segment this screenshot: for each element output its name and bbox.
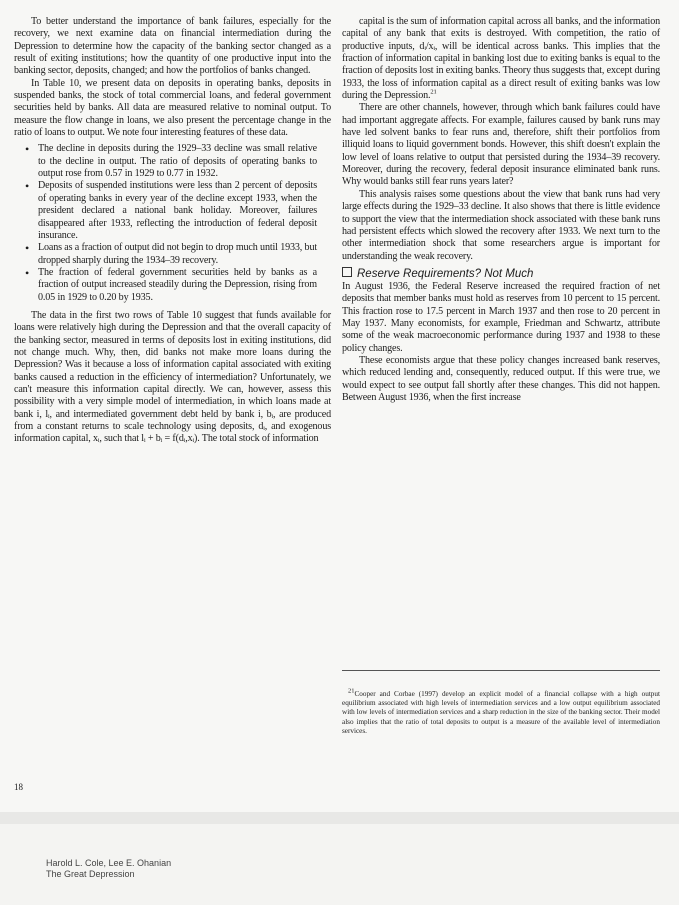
paragraph: There are other channels, however, through which bank failures could have had important aggregate affects. For example, failures caused by bank runs may have led solvent banks to fear runs and, therefore, shift their portfolios from illiquid loans to liquid government bonds. However, this shift doesn't explain the low level of loans relative to output that persisted during the 1934–39 recovery. Moreover, during the recovery, federal deposit insurance eliminated bank runs. Why would banks still fear runs years later? bbox=[342, 102, 660, 188]
list-item bbox=[14, 180, 331, 242]
section-heading-text: Reserve Requirements? Not Much bbox=[357, 267, 534, 280]
paragraph: In August 1936, the Federal Reserve increased the required fraction of net deposits that member banks must hold as reserves from 10 percent to 15 percent. This fraction rose to 17.5 percent in March 1937 and then rose to 20 percent in May 1937. Many economists, for example, Friedman and Schwartz, attribute some of the weak macroeconomic performance during 1937 and 1938 to these policy changes. bbox=[342, 280, 660, 354]
footnote-divider bbox=[342, 670, 660, 671]
footnote-reference[interactable]: 21 bbox=[430, 88, 437, 96]
footnote-text: Cooper and Corbae (1997) develop an explicit model of a financial collapse with a high output equilibrium associated with high levels of intermediation services and a low output equilibrium associated with low levels of intermediation services and a sharp reduction in the size of the banking sector. Their model also implies that the ratio of total deposits to output is a measure of the available level of intermediation services. bbox=[342, 690, 660, 735]
footnote-mark: 21 bbox=[348, 687, 355, 695]
paragraph: The data in the first two rows of Table 10 suggest that funds available for loans were relatively high during the Depression and that the overall capacity of the banking sector, measured in terms of deposits lost in exiting institutions, did not change much. Why, then, did banks not make more loans during the Depression? Was it because a loss of information capital associated with exiting banks caused a reduction in the efficiency of intermediation? Unfortunately, we can't measure this information capital directly. We can, however, assess this possibility with a very simple model of intermediation, in which loans made at bank i, lᵢ, and intermediated government debt held by bank i, bᵢ, are produced from a constant returns to scale technology using deposits, dᵢ, and exogenous information capital, xᵢ, such that lᵢ + bᵢ = f(dᵢ,xᵢ). The total stock of information bbox=[14, 309, 331, 445]
book-title: The Great Depression bbox=[46, 869, 135, 879]
checkbox-square-icon bbox=[342, 267, 352, 277]
paragraph: These economists argue that these policy changes increased bank reserves, which reduced lending and, consequently, reduced output. If this were true, we would expect to see output fall shortly after these changes. This did not happen. Between August 1936, when the first increase bbox=[342, 354, 660, 403]
paragraph: This analysis raises some questions about the view that bank runs had very large effects during the 1929–33 decline. It also shows that there is little evidence to support the view that the intermediation shock associated with these bank runs had persistent effects which slowed the recovery after 1933. We next turn to the other intermediation shock that some researchers argue is important for understanding the weak recovery. bbox=[342, 188, 660, 262]
paragraph: In Table 10, we present data on deposits in operating banks, deposits in suspended banks, the stock of total commercial loans, and federal government securities held by banks. All data are measured relative to nominal output. To measure the flow change in loans, we also present the percentage change in the ratio of loans to output. We note four interesting features of these data. bbox=[14, 77, 331, 139]
list-item bbox=[14, 267, 331, 304]
footnote bbox=[342, 687, 660, 736]
list-item-text: Loans as a fraction of output did not begin to drop much until 1933, but dropped sharply during the 1934–39 recovery. bbox=[38, 242, 317, 266]
left-column bbox=[14, 16, 331, 446]
bullet-icon: • bbox=[25, 179, 30, 194]
paragraph: To better understand the importance of bank failures, especially for the recovery, we next examine data on financial intermediation during the Depression to determine how the capacity of the banking sector changed as a result of exiting institutions; how the quantity of one productive input into the banking sector, deposits, changed; and how the portfolios of banks changed. bbox=[14, 16, 331, 77]
book-footer bbox=[46, 858, 171, 880]
bullet-list bbox=[14, 143, 331, 303]
bullet-icon: • bbox=[25, 241, 30, 256]
right-column bbox=[342, 16, 660, 404]
book-authors: Harold L. Cole, Lee E. Ohanian bbox=[46, 858, 172, 868]
page-number: 18 bbox=[14, 782, 23, 792]
list-item-text: The fraction of federal government securities held by banks as a fraction of output increased steadily during the Depression, rising from 0.05 in 1929 to 0.20 by 1935. bbox=[38, 266, 317, 303]
bullet-icon: • bbox=[25, 142, 30, 157]
list-item-text: Deposits of suspended institutions were less than 2 percent of deposits of operating banks in every year of the decline except 1933, when the president declared a national bank holiday. Moreover, failures disappeared after 1933, reflecting the introduction of federal deposit insurance. bbox=[38, 180, 317, 241]
page-gap bbox=[0, 812, 679, 824]
bullet-icon: • bbox=[25, 265, 30, 280]
paragraph bbox=[342, 16, 660, 102]
list-item bbox=[14, 242, 331, 267]
paragraph-text: capital is the sum of information capital across all banks, and the information capital of any bank that exits is destroyed. With competition, the ratio of productive inputs, dᵢ/xᵢ, will be identical across banks. This implies that the fraction of information capital in banking lost due to exiting banks is equal to the fraction of deposits lost in exiting banks. Theory thus suggests that, except during 1933, the loss of information capital as a direct result of exiting banks was low during the Depression. bbox=[342, 16, 660, 102]
list-item bbox=[14, 143, 331, 180]
list-item-text: The decline in deposits during the 1929–33 decline was small relative to the decline in output. The ratio of deposits of operating banks to output rose from 0.57 in 1929 to 0.77 in 1932. bbox=[38, 143, 317, 180]
section-heading bbox=[342, 267, 660, 281]
